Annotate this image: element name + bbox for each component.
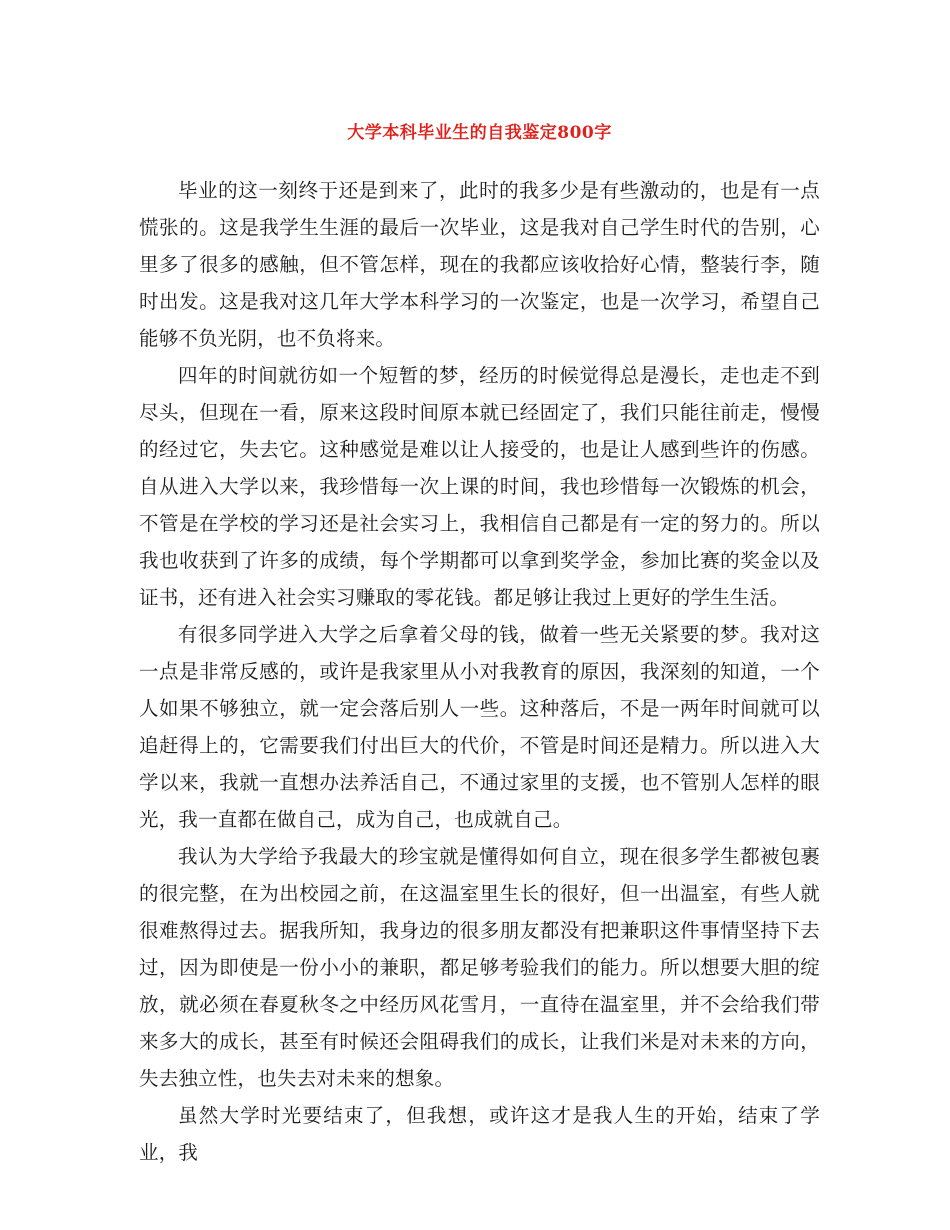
paragraph-4: 我认为大学给予我最大的珍宝就是懂得如何自立，现在很多学生都被包裹的很完整，在为出校园之前，在这温室里生长的很好，但一出温室，有些人就很难熬得过去。据我所知，我身边的很多朋友都没有把兼职这件事情坚持下去过，因为即使是一份小小的兼职，都足够考验我们的能力。所以想要大胆的绽放，就必须在春夏秋冬之中经历风花雪月，一直待在温室里，并不会给我们带来多大的成长，甚至有时候还会阻碍我们的成长，让我们米是对未来的方向，失去独立性，也失去对未来的想象。 [139,845,820,1090]
paragraph-2: 四年的时间就彷如一个短暂的梦，经历的时候觉得总是漫长，走也走不到尽头，但现在一看，原来这段时间原本就已经固定了，我们只能往前走，慢慢的经过它，失去它。这种感觉是难以让人接受的，也是让人感到些许的伤感。自从进入大学以来，我珍惜每一次上课的时间，我也珍惜每一次锻炼的机会，不管是在学校的学习还是社会实习上，我相信自己都是有一定的努力的。所以我也收获到了许多的成绩，每个学期都可以拿到奖学金，参加比赛的奖金以及证书，还有进入社会实习赚取的零花钱。都足够让我过上更好的学生生活。 [139,364,820,609]
document-title: 大学本科毕业生的自我鉴定800字 [347,123,612,143]
paragraph-5: 虽然大学时光要结束了，但我想，或许这才是我人生的开始，结束了学业，我 [139,1104,820,1164]
paragraph-3: 有很多同学进入大学之后拿着父母的钱，做着一些无关紧要的梦。我对这一点是非常反感的，或许是我家里从小对我教育的原因，我深刻的知道，一个人如果不够独立，就一定会落后别人一些。这种落后，不是一两年时间就可以追赶得上的，它需要我们付出巨大的代价，不管是时间还是精力。所以进入大学以来，我就一直想办法养活自己，不通过家里的支援，也不管别人怎样的眼光，我一直都在做自己，成为自己，也成就自己。 [139,623,820,831]
paragraph-1: 毕业的这一刻终于还是到来了，此时的我多少是有些激动的，也是有一点慌张的。这是我学生生涯的最后一次毕业，这是我对自己学生时代的告别，心里多了很多的感触，但不管怎样，现在的我都应该收拾好心情，整装行李，随时出发。这是我对这几年大学本科学习的一次鉴定，也是一次学习，希望自己能够不负光阴，也不负将来。 [139,179,820,350]
